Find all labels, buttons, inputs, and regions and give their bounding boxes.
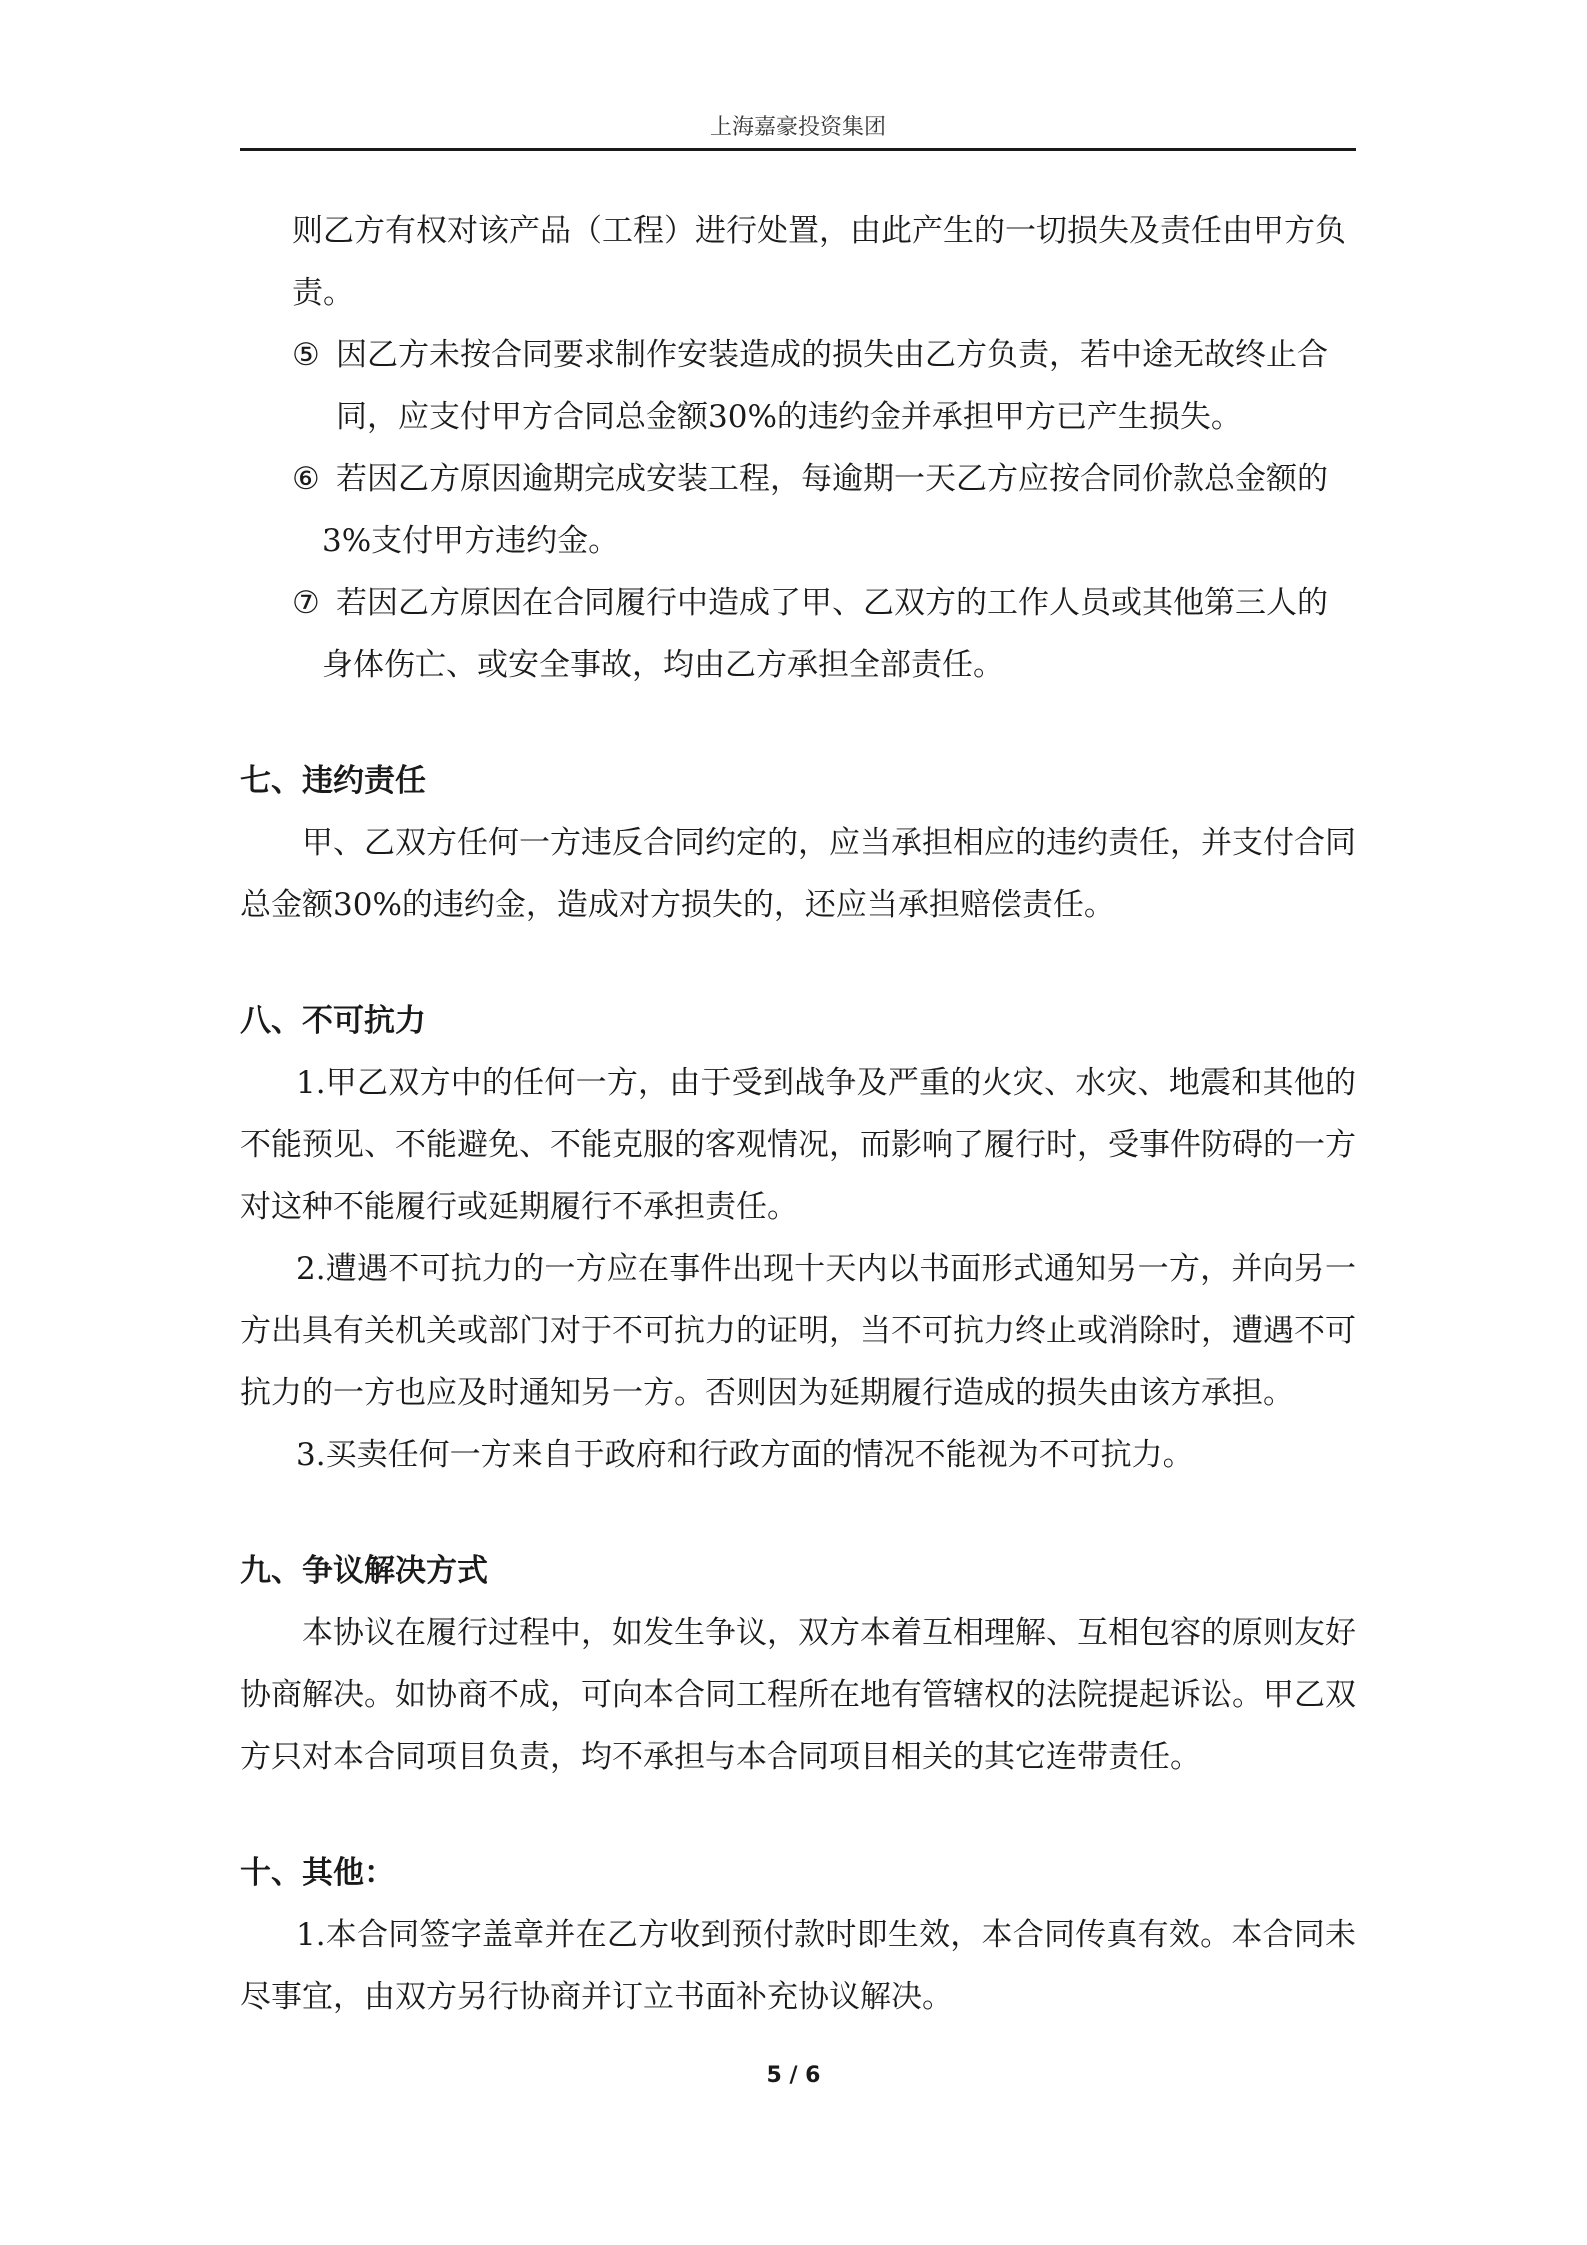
continuation-paragraph: 则乙方有权对该产品（工程）进行处置，由此产生的一切损失及责任由甲方负责。 (292, 213, 1346, 311)
page-header (240, 108, 1356, 151)
clause: 2.遭遇不可抗力的一方应在事件出现十天内以书面形式通知另一方，并向另一方出具有关机关或部门对于不可抗力的证明，当不可抗力终止或消除时，遭遇不可抗力的一方也应及时通知另一方。否则因为延期履行造成的损失由该方承担。 (240, 1251, 1356, 1411)
section-title-force-majeure: 八、不可抗力 (240, 1003, 426, 1039)
list-item-7-cont (240, 634, 1356, 696)
document-body (240, 200, 1356, 2028)
list-item-5 (240, 324, 1356, 448)
section-title-other: 十、其他： (240, 1855, 395, 1891)
item-marker: ⑤ (292, 337, 320, 373)
section-body-dispute: 本协议在履行过程中，如发生争议，双方本着互相理解、互相包容的原则友好协商解决。如协商不成，可向本合同工程所在地有管辖权的法院提起诉讼。甲乙双方只对本合同项目负责，均不承担与本合同项目相关的其它连带责任。 (240, 1615, 1356, 1775)
clause: 1.本合同签字盖章并在乙方收到预付款时即生效，本合同传真有效。本合同未尽事宜，由双方另行协商并订立书面补充协议解决。 (240, 1917, 1356, 2015)
list-item-6 (240, 448, 1356, 510)
item-text: 因乙方未按合同要求制作安装造成的损失由乙方负责，若中途无故终止合同，应支付甲方合同总金额30%的违约金并承担甲方已产生损失。 (336, 337, 1328, 435)
section-body-breach: 甲、乙双方任何一方违反合同约定的，应当承担相应的违约责任，并支付合同总金额30%的违约金，造成对方损失的，还应当承担赔偿责任。 (240, 825, 1356, 923)
clause: 1.甲乙双方中的任何一方，由于受到战争及严重的火灾、水灾、地震和其他的不能预见、不能避免、不能克服的客观情况，而影响了履行时，受事件防碍的一方对这种不能履行或延期履行不承担责任。 (240, 1065, 1356, 1225)
item-text-rest: 身体伤亡、或安全事故，均由乙方承担全部责任。 (322, 647, 1004, 683)
header-title: 上海嘉豪投资集团 (709, 115, 886, 140)
section-title-breach: 七、违约责任 (240, 763, 426, 799)
clause: 3.买卖任何一方来自于政府和行政方面的情况不能视为不可抗力。 (296, 1437, 1194, 1473)
item-marker: ⑥ (292, 461, 320, 497)
item-text-first: 若因乙方原因逾期完成安装工程，每逾期一天乙方应按合同价款总金额的 (336, 461, 1328, 497)
page-number: 5 / 6 (766, 2063, 821, 2088)
item-marker: ⑦ (292, 585, 320, 621)
section-title-dispute: 九、争议解决方式 (240, 1553, 488, 1589)
item-text-first: 若因乙方原因在合同履行中造成了甲、乙双方的工作人员或其他第三人的 (336, 585, 1328, 621)
item-text-rest: 3%支付甲方违约金。 (322, 523, 620, 559)
list-item-7 (240, 572, 1356, 634)
list-item-6-cont (240, 510, 1356, 572)
